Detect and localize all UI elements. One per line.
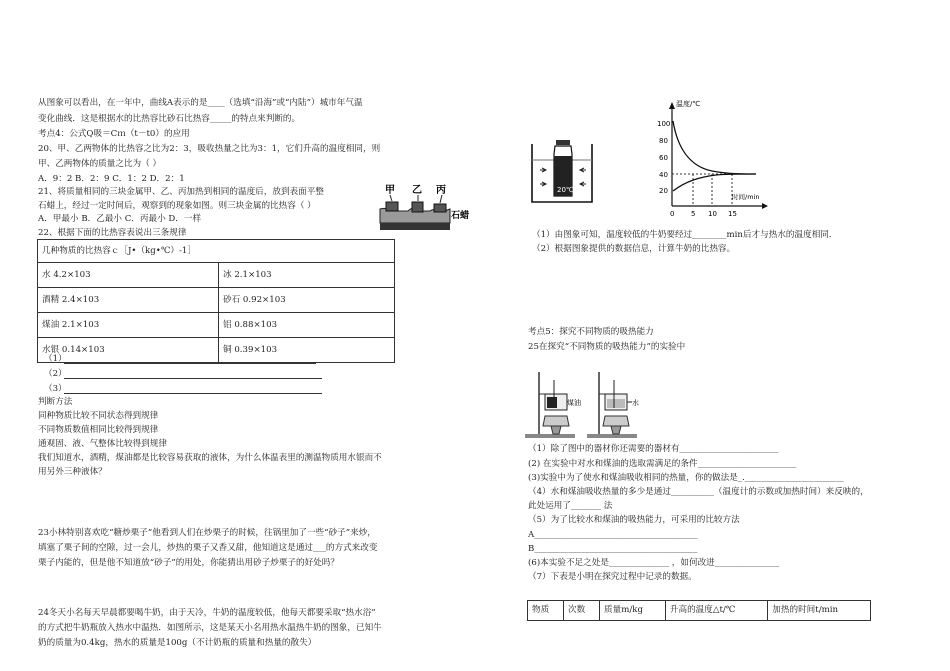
section-heading: 考点4：公式Q吸＝Cｍ（t－t0）的应用 xyxy=(38,129,190,139)
metal-label-yi: 乙 xyxy=(412,185,422,196)
question-21-options: A．甲最小 B．乙最小 C．丙最小 D．一样 xyxy=(38,214,202,224)
record-header: 质量m/kg xyxy=(600,601,666,621)
table-cell: 酒精 2.4×103 xyxy=(38,288,219,313)
q25-part-5-b: B______________________________________ xyxy=(528,544,698,554)
method-line: 不同物质数值相同比较得到规律 xyxy=(38,425,159,435)
q25-part-3: (3)实验中为了使水和煤油吸收相同的热量，你的做法是_._______________________ xyxy=(528,473,844,483)
xtick-10: 10 xyxy=(708,210,717,218)
wax-label: 石蜡 xyxy=(451,211,470,221)
graph-question-1: （1）由图象可知，温度较低的牛奶要经过________min后才与热水的温度相同. xyxy=(532,230,832,240)
q25-part-2: (2) 在实验中对水和煤油的选取需满足的条件_______________________ xyxy=(528,459,797,469)
question-20-options: A．9：2 B．2：9 C．1：2 D．2：1 xyxy=(38,174,185,184)
heat-capacity-table xyxy=(37,239,395,363)
milk-beaker-figure xyxy=(528,134,598,206)
blank-label-3: （3） xyxy=(44,384,67,394)
intro-line: 从图象可以看出，在一年中，曲线A表示的是____（选填“沿海”或“内陆”）城市年气温 xyxy=(38,98,363,108)
graph-ylabel: 温度/℃ xyxy=(676,100,701,108)
xtick-0: 0 xyxy=(670,210,675,218)
answer-line-2 xyxy=(64,378,322,379)
table-cell: 煤油 2.1×103 xyxy=(38,313,219,338)
kerosene-label: 煤油 xyxy=(567,399,581,407)
table-cell: 水银 0.14×103 xyxy=(38,338,219,363)
question-23-cont: 填塞了栗子间的空隙，过一会儿，炒热的栗子又香又甜，他知道这是通过___的方式来改变 xyxy=(38,543,378,553)
q25-part-7: （7）下表是小明在探究过程中记录的数据。 xyxy=(528,572,697,582)
record-header: 加热的时间t/min xyxy=(768,601,871,621)
method-line: 同种物质比较不同状态得到规律 xyxy=(38,411,159,421)
answer-line-1 xyxy=(64,363,316,364)
table-title: 几种物质的比热容ｃ［J•（kg•℃）-1］ xyxy=(38,240,395,263)
table-cell: 砂石 0.92×103 xyxy=(219,288,395,313)
ytick-100: 100 xyxy=(657,120,671,128)
question-25: 25在探究“不同物质的吸热能力”的实验中 xyxy=(528,342,686,352)
ytick-80: 80 xyxy=(659,137,668,145)
question-21: 21、将质量相同的三块金属甲、乙、丙加热到相同的温度后，放到表面平整 xyxy=(38,187,324,197)
temperature-graph xyxy=(652,95,772,223)
table-cell: 铜 0.39×103 xyxy=(219,338,395,363)
record-table xyxy=(527,600,871,621)
ytick-40: 40 xyxy=(659,171,668,179)
record-header: 升高的温度△t/℃ xyxy=(665,601,767,621)
question-20: 20、甲、乙两物体的比热容之比为2：3，吸收热量之比为3：1，它们升高的温度相同，则 xyxy=(38,144,381,154)
blank-label-2: （2） xyxy=(44,369,67,379)
method-line: 通观固、液、气整体比较得到规律 xyxy=(38,439,167,449)
question-21-cont: 石蜡上，经过一定时间后，观察到的现象如图。则三块金属的比热容（ ） xyxy=(38,201,316,211)
answer-line-3 xyxy=(64,393,322,394)
record-header: 次数 xyxy=(564,601,600,621)
ytick-20: 20 xyxy=(659,187,668,195)
blank-label-1: （1） xyxy=(44,354,67,364)
milk-curve xyxy=(673,174,756,191)
ytick-60: 60 xyxy=(659,154,668,162)
metal-label-jia: 甲 xyxy=(385,185,395,196)
question-24: 24冬天小名每天早晨都要喝牛奶，由于天冷，牛奶的温度较低，他每天都要采取“热水浴” xyxy=(38,608,376,618)
question-23-cont: 栗子内能的，但是他不知道放“砂子”的用处，你能猜出用砂子炒栗子的好处吗？ xyxy=(38,558,339,568)
q25-part-5-a: A______________________________________ xyxy=(528,530,698,540)
graph-xlabel: 时间/min xyxy=(732,193,760,201)
method-heading: 判断方法 xyxy=(38,397,73,407)
metal-label-bing: 丙 xyxy=(436,185,446,196)
method-question-cont: 用另外三种液体？ xyxy=(38,467,107,477)
q25-part-1: （1）除了图中的器材你还需要的器材有_______________________ xyxy=(528,444,779,454)
section-heading-5: 考点5：探究不同物质的吸热能力 xyxy=(528,327,654,337)
question-22: 22、根据下面的比热容表说出三条规律 xyxy=(38,228,187,238)
metals-wax-figure xyxy=(378,183,473,239)
question-24-cont: 的方式把牛奶瓶放入热水中温热．如图所示，这是某天小名用热水温热牛奶的图象，已知牛 xyxy=(38,623,382,633)
intro-line: 变化曲线．这是根据水的比热容比砂石比热容_____的特点来判断的。 xyxy=(38,114,301,124)
method-question: 我们知道水，酒精，煤油都是比较容易获取的液体，为什么体温表里的测温物质用水银而不 xyxy=(38,453,382,463)
q25-part-4: （4）水和煤油吸收热量的多少是通过__________（温度计的示数或加热时间）来反映的， xyxy=(528,487,869,497)
apparatus-figure xyxy=(525,370,640,440)
q25-part-4-cont: 此处运用了_______ 法 xyxy=(528,501,613,511)
hot-water-curve xyxy=(673,121,756,174)
milk-temp-label: 20℃ xyxy=(557,186,574,194)
table-cell: 水 4.2×103 xyxy=(38,263,219,288)
xtick-5: 5 xyxy=(691,210,696,218)
q25-part-5: （5）为了比较水和煤油的吸热能力，可采用的比较方法 xyxy=(528,515,740,525)
question-20-cont: 甲、乙两物体的质量之比为（ ） xyxy=(38,159,162,169)
table-cell: 铝 0.88×103 xyxy=(219,313,395,338)
question-24-cont: 奶的质量为0.4kg，热水的质量是100g（不计奶瓶的质量和热量的散失） xyxy=(38,638,317,648)
water-label: 水 xyxy=(632,399,639,407)
table-cell: 冰 2.1×103 xyxy=(219,263,395,288)
graph-question-2: （2）根据图象提供的数据信息，计算牛奶的比热容。 xyxy=(532,244,736,254)
question-23: 23小林特别喜欢吃“糖炒栗子”他看到人们在炒栗子的时候，往锅里加了一些“砂子”来炒， xyxy=(38,528,376,538)
q25-part-6: (6)本实验不足之处是______________ ，如何改进_______________ xyxy=(528,558,780,568)
record-header: 物质 xyxy=(528,601,564,621)
xtick-15: 15 xyxy=(728,210,737,218)
